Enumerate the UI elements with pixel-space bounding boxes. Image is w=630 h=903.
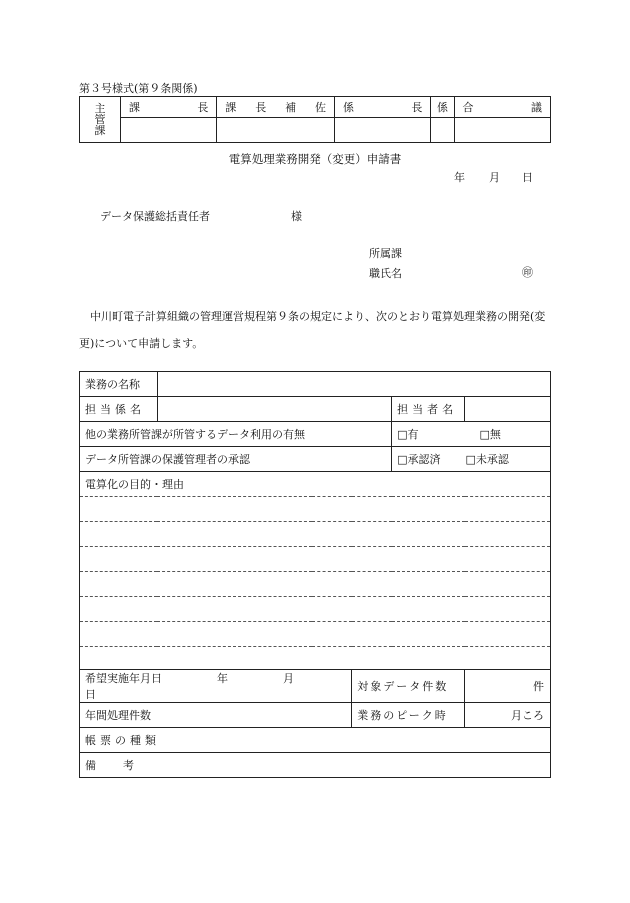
remarks-label: 備 考: [85, 759, 142, 772]
stamp-cell-section-chief[interactable]: [121, 118, 217, 143]
addressee: データ保護総括責任者: [100, 210, 210, 223]
header-deputy-chief: 課長補佐: [217, 97, 335, 118]
ledger-types-label: 帳票の種類: [85, 734, 160, 747]
stamp-cell-subsection-chief[interactable]: [335, 118, 431, 143]
ledger-types-field[interactable]: [80, 728, 551, 753]
purpose-line[interactable]: [80, 622, 551, 647]
purpose-line[interactable]: [80, 522, 551, 547]
desired-date-label: 希望実施年月日: [85, 672, 162, 685]
header-staff: 係: [431, 97, 454, 118]
purpose-label: 電算化の目的・理由: [80, 472, 551, 497]
seal-mark: ㊞: [522, 266, 533, 279]
protection-approval-label: データ所管課の保護管理者の承認: [80, 447, 392, 472]
business-name-field[interactable]: [157, 372, 550, 397]
applicant-dept-label: 所属課: [369, 247, 402, 260]
data-count-field[interactable]: [465, 670, 551, 703]
stamp-cell-consultation[interactable]: [454, 118, 550, 143]
date-month-label: 月: [489, 171, 500, 184]
stamp-cell-deputy-chief[interactable]: [217, 118, 335, 143]
desired-date-month: 月: [283, 672, 294, 685]
person-name-label: 担当者名: [392, 397, 465, 422]
annual-count-cell[interactable]: [80, 703, 352, 728]
stamp-cell-staff[interactable]: [431, 118, 454, 143]
option-unapproved[interactable]: □未承認: [465, 453, 509, 466]
honorific: 様: [291, 210, 302, 223]
person-name-field[interactable]: [465, 397, 551, 422]
option-yes[interactable]: □有: [397, 428, 419, 441]
protection-approval-options: [392, 447, 551, 472]
option-no[interactable]: □無: [479, 428, 501, 441]
business-name-label: 業務の名称: [80, 372, 158, 397]
other-dept-data-options: [392, 422, 551, 447]
responsible-dept-label: 主 管 課: [80, 97, 121, 143]
section-name-field[interactable]: [157, 397, 391, 422]
desired-date-year: 年: [217, 672, 228, 685]
peak-unit: 月ころ: [511, 709, 544, 722]
body-text: 中川町電子計算組織の管理運営規程第９条の規定により、次のとおり電算処理業務の開発(変更)について申請します。: [79, 310, 546, 350]
date-day-label: 日: [522, 171, 533, 184]
application-table: [79, 371, 551, 778]
annual-count-label: 年間処理件数: [85, 709, 151, 722]
header-subsection-chief: 係 長: [335, 97, 431, 118]
approval-stamp-table: [79, 96, 551, 143]
data-count-label: 対象データ件数: [352, 670, 465, 703]
count-unit: 件: [533, 680, 544, 693]
date-year-label: 年: [454, 171, 465, 184]
purpose-line[interactable]: [80, 497, 551, 522]
header-consultation: 合 議: [454, 97, 550, 118]
applicant-name-label: 職氏名: [369, 267, 402, 280]
desired-date-day: 日: [85, 688, 96, 701]
purpose-line[interactable]: [80, 597, 551, 622]
option-approved[interactable]: □承認済: [397, 453, 441, 466]
peak-label: 業務のピーク時: [352, 703, 465, 728]
purpose-line[interactable]: [80, 647, 551, 670]
other-dept-data-label: 他の業務所管課が所管するデータ利用の有無: [80, 422, 392, 447]
remarks-field[interactable]: [80, 753, 551, 778]
purpose-line[interactable]: [80, 547, 551, 572]
peak-field[interactable]: [465, 703, 551, 728]
desired-date-cell[interactable]: [80, 670, 352, 703]
section-name-label: 担当係名: [80, 397, 158, 422]
header-section-chief: 課 長: [121, 97, 217, 118]
form-number: 第３号様式(第９条関係): [79, 82, 198, 95]
document-title: 電算処理業務開発（変更）申請書: [228, 152, 402, 166]
purpose-line[interactable]: [80, 572, 551, 597]
